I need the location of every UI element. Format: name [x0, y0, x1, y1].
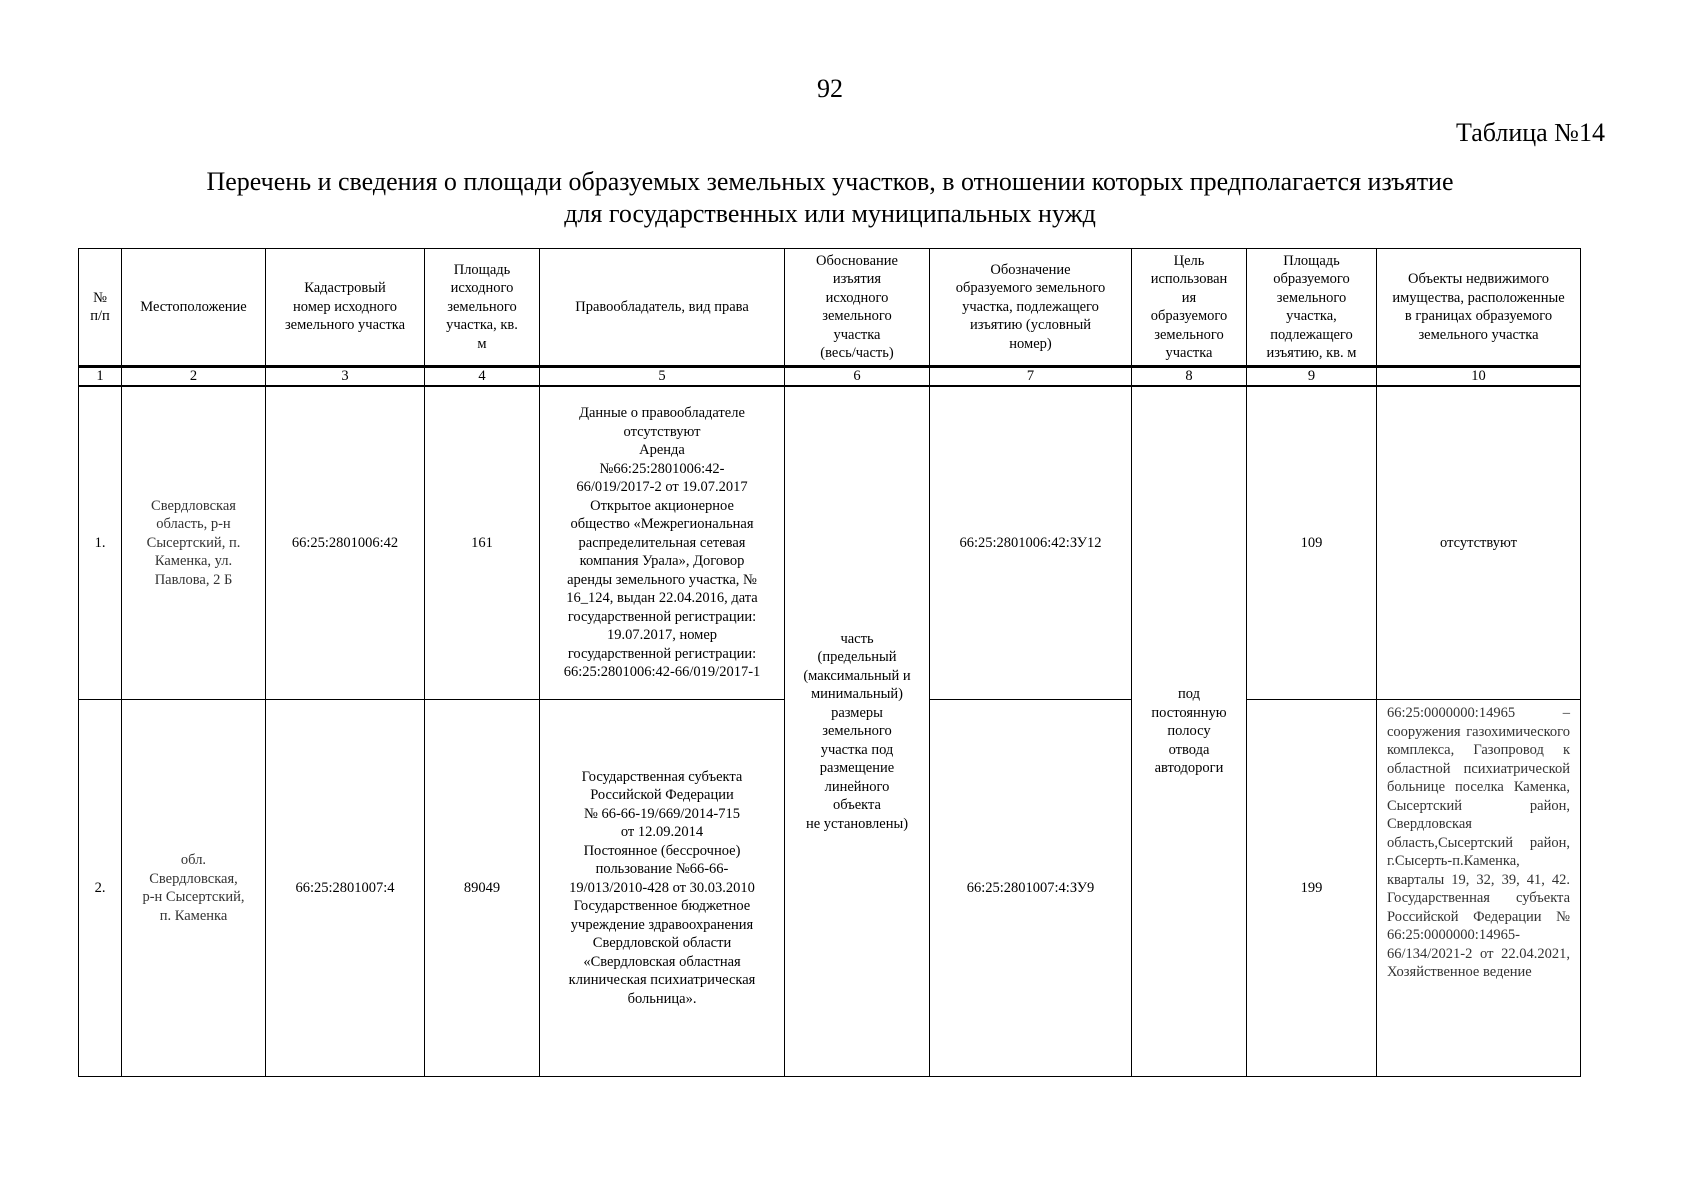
column-number: 9 [1247, 367, 1377, 387]
row-location: обл. Свердловская, р-н Сысертский, п. Каменка [122, 700, 266, 1077]
row-source-area: 161 [425, 386, 540, 700]
column-number: 7 [930, 367, 1132, 387]
row-new-area: 109 [1247, 386, 1377, 700]
document-title [110, 166, 1550, 230]
header-new-area: Площадь образуемого земельного участка, подлежащего изъятию, кв. м [1247, 249, 1377, 367]
row-new-area: 199 [1247, 700, 1377, 1077]
table-row [79, 386, 1581, 700]
row-cadastral-number: 66:25:2801007:4 [266, 700, 425, 1077]
document-title-line-1: Перечень и сведения о площади образуемых земельных участков, в отношении которых предполагается изъятие [206, 167, 1454, 196]
row-designation: 66:25:2801007:4:ЗУ9 [930, 700, 1132, 1077]
table-header-row [79, 249, 1581, 367]
header-source-area: Площадь исходного земельного участка, кв. м [425, 249, 540, 367]
justification-merged-cell: часть (предельный (максимальный и минимальный) размеры земельного участка под размещение линейного объекта не установлены) [785, 386, 930, 1077]
purpose-merged-cell: под постоянную полосу отвода автодороги [1132, 386, 1247, 1077]
header-cadastral-number: Кадастровый номер исходного земельного участка [266, 249, 425, 367]
document-title-line-2: для государственных или муниципальных нужд [564, 199, 1096, 228]
column-number: 5 [540, 367, 785, 387]
column-number: 8 [1132, 367, 1247, 387]
header-purpose: Цель использован ия образуемого земельного участка [1132, 249, 1247, 367]
column-number: 3 [266, 367, 425, 387]
header-objects: Объекты недвижимого имущества, расположенные в границах образуемого земельного участка [1377, 249, 1581, 367]
page-number: 92 [817, 74, 843, 103]
row-objects: 66:25:0000000:14965 – сооружения газохимического комплекса, Газопровод к областной психиатрической больнице поселка Каменка, Сысертский район, Свердловская область,Сысертский район, г.Сысерть-п.Каменка, кварталы 19, 32, 39, 41, 42. Государственная субъекта Российской Федерации № 66:25:0000000:14965-66/134/2021-2 от 22.04.2021, Хозяйственное ведение [1377, 700, 1581, 1077]
row-owner: Государственная субъекта Российской Федерации № 66-66-19/669/2014-715 от 12.09.2014 Постоянное (бессрочное) пользование №66-66- 19/013/2010-428 от 30.03.2010 Государственное бюджетное учреждение здравоохранения Свердловской области «Свердловская областная клиническая психиатрическая больница». [540, 700, 785, 1077]
table-label: Таблица №14 [1455, 118, 1605, 147]
row-designation: 66:25:2801006:42:ЗУ12 [930, 386, 1132, 700]
row-number: 1. [79, 386, 122, 700]
land-plots-table [78, 248, 1581, 1077]
header-location: Местоположение [122, 249, 266, 367]
column-number: 10 [1377, 367, 1581, 387]
row-source-area: 89049 [425, 700, 540, 1077]
column-number: 6 [785, 367, 930, 387]
header-designation: Обозначение образуемого земельного участка, подлежащего изъятию (условный номер) [930, 249, 1132, 367]
row-owner: Данные о правообладателе отсутствуют Аренда №66:25:2801006:42- 66/019/2017-2 от 19.07.2017 Открытое акционерное общество «Межрегиональная распределительная сетевая компания Урала», Договор аренды земельного участка, № 16_124, выдан 22.04.2016, дата государственной регистрации: 19.07.2017, номер государственной регистрации: 66:25:2801006:42-66/019/2017-1 [540, 386, 785, 700]
row-location: Свердловская область, р-н Сысертский, п. Каменка, ул. Павлова, 2 Б [122, 386, 266, 700]
header-number: № п/п [79, 249, 122, 367]
column-number: 1 [79, 367, 122, 387]
row-number: 2. [79, 700, 122, 1077]
header-justification: Обоснование изъятия исходного земельного участка (весь/часть) [785, 249, 930, 367]
column-numbers-row [79, 367, 1581, 387]
row-cadastral-number: 66:25:2801006:42 [266, 386, 425, 700]
header-owner: Правообладатель, вид права [540, 249, 785, 367]
column-number: 4 [425, 367, 540, 387]
column-number: 2 [122, 367, 266, 387]
row-objects: отсутствуют [1377, 386, 1581, 700]
